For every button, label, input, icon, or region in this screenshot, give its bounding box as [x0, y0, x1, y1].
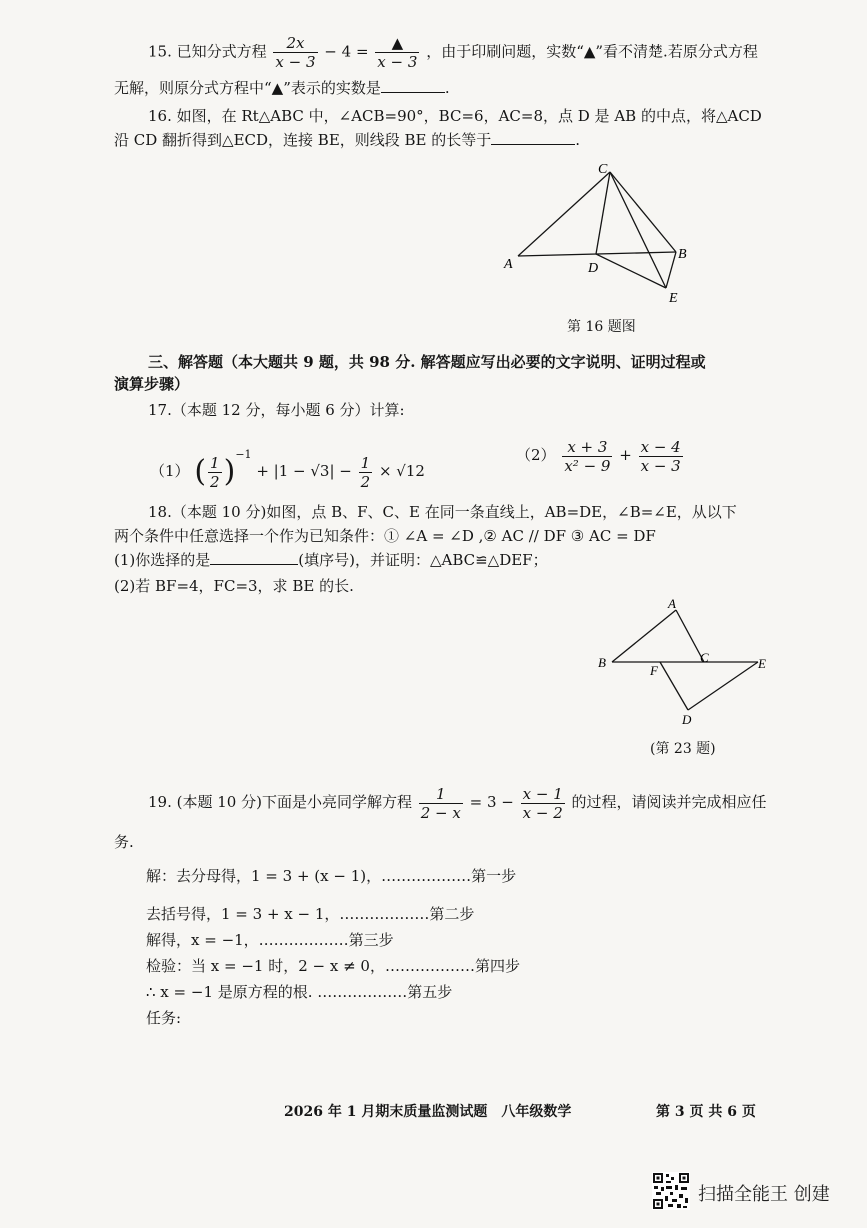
q17-p2-label: （2）	[516, 446, 556, 464]
q16-line1: 16. 如图，在 Rt△ABC 中，∠ACB=90°，BC=6，AC=8，点 D 是 AB 的中点，将△ACD	[148, 107, 762, 125]
q17-p1-rparen: )	[223, 454, 236, 489]
q17-p1-lparen: (	[194, 454, 207, 489]
q17-p1-fraction	[208, 454, 222, 491]
q17-p1-frac2-den: 2	[360, 472, 371, 491]
q18-label-A: A	[668, 596, 676, 611]
scanner-watermark: 扫描全能王 创建	[698, 1184, 830, 1205]
section3-heading: 三、解答题（本大题共 9 题，共 98 分. 解答题应写出必要的文字说明、证明过程或	[148, 353, 706, 371]
q15-frac2-den: x − 3	[377, 53, 418, 71]
q18-label-C: C	[700, 650, 709, 665]
q18-choice-blank[interactable]	[210, 564, 298, 565]
q19-line2: 务.	[114, 833, 134, 851]
q18-label-D: D	[682, 712, 692, 727]
segment-AC	[518, 172, 610, 256]
q17-p1-mid: + |1 − √3| −	[256, 462, 352, 480]
q16-label-D: D	[588, 261, 599, 276]
q16-label-E: E	[669, 291, 678, 306]
q16-answer-blank[interactable]	[491, 144, 575, 145]
q19-frac1-num: 1	[419, 785, 463, 804]
segment-BE	[666, 252, 676, 288]
q18-line3	[114, 550, 548, 570]
q19-step2: 去括号得，1 = 3 + x − 1，………………第二步	[146, 905, 475, 923]
q18-line4: (2)若 BF=4，FC=3，求 BE 的长.	[114, 577, 354, 595]
q18-figure-lines	[612, 610, 758, 710]
q19-line1	[148, 782, 767, 822]
q15-eq-mid: − 4 =	[324, 42, 369, 61]
segment-AB	[612, 610, 676, 662]
q15-frac1-num: 2x	[273, 34, 317, 53]
q16-line2-text: 沿 CD 翻折得到△ECD，连接 BE，则线段 BE 的长等于	[114, 131, 492, 149]
q16-line2	[114, 130, 580, 150]
q17-heading: 17.（本题 12 分，每小题 6 分）计算:	[148, 401, 405, 419]
q16-label-C: C	[598, 162, 608, 177]
q19-eq-mid: = 3 −	[469, 793, 514, 811]
q19-task-label: 任务:	[146, 1009, 182, 1027]
q17-part2	[516, 430, 685, 480]
q19-frac2-den: x − 2	[522, 803, 563, 822]
segment-CD	[596, 172, 610, 254]
segment-FD	[660, 662, 688, 710]
footer-title: 2026 年 1 月期末质量监测试题 八年级数学	[284, 1104, 572, 1120]
q15-text-c: 无解，则原分式方程中“▲”表示的实数是	[114, 79, 381, 97]
q15-text-a: 15. 已知分式方程	[148, 42, 267, 61]
q19-frac1-den: 2 − x	[420, 803, 461, 822]
q17-p1-fraction-2	[359, 454, 373, 491]
q19-step4: 检验：当 x = −1 时，2 − x ≠ 0，………………第四步	[146, 957, 520, 975]
q15-fraction-1	[273, 34, 317, 71]
segment-DE	[596, 254, 666, 288]
q19-step1: 解：去分母得，1 = 3 + (x − 1)，………………第一步	[146, 867, 517, 885]
q19-fraction-2	[521, 785, 565, 822]
q17-p1-label: （1）	[150, 462, 190, 480]
q17-p2-frac2-num: x − 4	[640, 437, 681, 456]
q19-step5: ∴ x = −1 是原方程的根. ………………第五步	[146, 983, 453, 1001]
q17-p1-exponent: −1	[235, 448, 252, 461]
q17-p2-fraction-1	[562, 438, 612, 475]
q17-p1-end: × √12	[378, 462, 425, 480]
q15-answer-blank[interactable]	[381, 92, 445, 93]
q18-figure	[596, 596, 776, 732]
segment-DE	[688, 662, 758, 710]
q16-caption: 第 16 题图	[567, 319, 636, 335]
q19-frac2-num: x − 1	[522, 784, 563, 803]
q16-label-A: A	[504, 257, 513, 272]
q17-p1-frac-num: 1	[210, 453, 220, 472]
q17-p2-fraction-2	[639, 438, 683, 475]
q16-label-B: B	[678, 247, 687, 262]
q18-line3-b: (填序号)，并证明：△ABC≌△DEF；	[298, 551, 548, 569]
q17-p1-frac2-num: 1	[360, 453, 371, 472]
q17-p2-frac2-den: x − 3	[640, 456, 681, 475]
q17-p2-frac1-den: x² − 9	[564, 456, 611, 475]
q15-frac1-den: x − 3	[275, 53, 316, 71]
q18-line1: 18.（本题 10 分)如图，点 B、F、C、E 在同一条直线上，AB=DE，∠B=∠E，从以下	[148, 503, 737, 521]
q15-fraction-2	[375, 34, 419, 71]
q17-p2-frac1-num: x + 3	[562, 438, 612, 457]
q18-label-B: B	[598, 655, 606, 670]
section3-heading-2: 演算步骤）	[114, 375, 190, 393]
q19-text-a: 19. (本题 10 分)下面是小亮同学解方程	[148, 793, 412, 811]
q19-fraction-1	[419, 785, 463, 822]
q15-text-c-end: .	[444, 79, 450, 97]
q16-figure	[500, 158, 700, 308]
q17-p2-plus: +	[619, 446, 632, 464]
q18-label-E: E	[758, 656, 766, 671]
q17-p1-frac-den: 2	[210, 472, 220, 491]
footer-page-number: 第 3 页 共 6 页	[656, 1104, 756, 1120]
q16-line2-end: .	[575, 131, 581, 149]
q18-line3-a: (1)你选择的是	[114, 551, 211, 569]
q15-line2	[114, 78, 450, 98]
q15-text-b: ，由于印刷问题，实数“▲”看不清楚.若原分式方程	[426, 42, 758, 61]
q15-frac2-num: ▲	[375, 34, 419, 53]
q18-caption: (第 23 题)	[650, 741, 716, 757]
q15-line1	[148, 34, 758, 71]
q19-text-b: 的过程，请阅读并完成相应任	[571, 793, 767, 811]
q17-part1	[150, 430, 425, 491]
q18-line2: 两个条件中任意选择一个作为已知条件：① ∠A = ∠D ,② AC // DF ③ AC = DF	[114, 527, 656, 545]
q19-step3: 解得，x = −1，………………第三步	[146, 931, 394, 949]
q18-label-F: F	[650, 663, 658, 678]
qr-code-icon	[652, 1172, 690, 1210]
